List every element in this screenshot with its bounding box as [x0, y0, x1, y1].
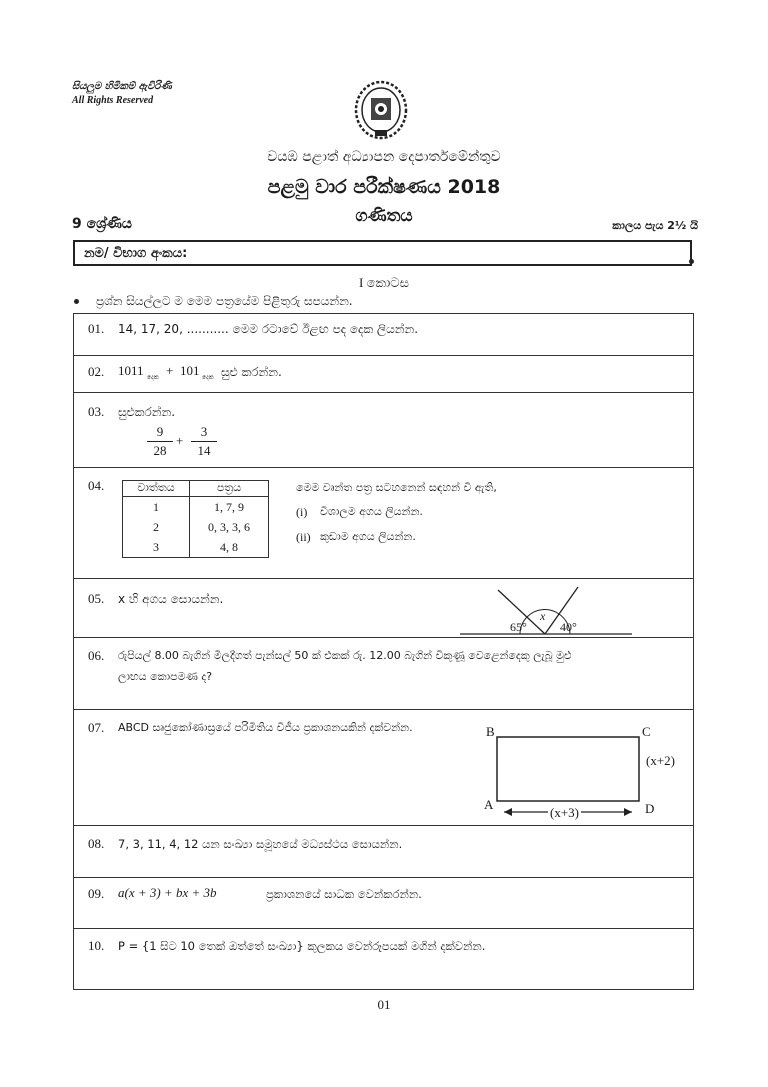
- question-text: ප්‍රකාශනයේ සාධක වෙන්කරන්න.: [266, 887, 422, 901]
- exam-title: පළමු වාර පරීක්ෂණය 2018: [267, 176, 501, 198]
- table-row: [123, 537, 269, 558]
- question-text-line1: රුපියල් 8.00 බැගින් මිලදීගත් පැන්සල් 50 ක් එකක් රු. 12.00 බැගින් විකුණූ වෙළෙන්දෙකු ලැබූ මුළු: [118, 649, 572, 662]
- question-number: 04.: [88, 478, 105, 493]
- plus-sign: +: [166, 363, 174, 378]
- separator: [73, 877, 694, 878]
- angle-65-label: 65°: [510, 620, 527, 634]
- separator: [73, 578, 694, 579]
- question-number: 01.: [88, 321, 105, 336]
- question-number: 05.: [88, 591, 105, 606]
- question-number: 09.: [88, 886, 105, 901]
- part-title: I කොටස: [359, 275, 409, 290]
- rights-sinhala: සියලුම හිමිකම් ඇවිරිණි: [72, 81, 172, 92]
- separator: [73, 928, 694, 929]
- numerator: 9: [156, 424, 164, 439]
- leaf-cell: 0, 3, 3, 6: [190, 517, 269, 537]
- separator: [73, 637, 694, 638]
- vertex-a: A: [484, 797, 494, 812]
- question-number: 03.: [88, 404, 105, 419]
- vertex-b: B: [486, 724, 495, 739]
- sub-question-ii: කුඩාම අගය ලියන්න.: [320, 530, 416, 543]
- vertex-c: C: [642, 724, 651, 739]
- number-b: 101: [180, 363, 200, 378]
- fraction-2: [191, 424, 217, 459]
- question-number: 02.: [88, 364, 105, 379]
- name-label: නම/ විභාග අංකය:: [84, 246, 188, 261]
- side-bc-label: (x+2): [646, 753, 675, 768]
- page-number: 01: [377, 997, 391, 1012]
- sub-label-i: (i): [296, 505, 308, 519]
- angle-diagram: [460, 584, 632, 636]
- numerator: 3: [200, 424, 208, 439]
- fraction-1: [147, 424, 173, 459]
- separator: [73, 355, 694, 356]
- question-text: 14, 17, 20, ........... මෙම රටාවේ ඊළඟ පද දෙක ලියන්න.: [118, 322, 419, 336]
- stem-header: වාත්තය: [123, 481, 190, 497]
- instruction-text: ප්‍රශ්න සියල්ලට ම මෙම පත්‍රයේම පිළිතුරු සපයන්න.: [96, 294, 353, 308]
- name-field[interactable]: [73, 240, 692, 266]
- side-ad-label: (x+3): [550, 805, 579, 820]
- bullet-dot: [74, 299, 79, 304]
- rights-notice: [72, 80, 172, 108]
- table-row: [123, 497, 269, 518]
- time-label: කාලය පැය 2½ යි: [612, 219, 698, 232]
- plus-sign: +: [176, 433, 184, 448]
- question-text: P = {1 සිට 10 තෙක් ඔත්තේ සංඛ්‍යා} කුලකය වෙන්රූපයක් මගින් දක්වන්න.: [118, 939, 486, 953]
- separator: [73, 467, 694, 468]
- sub-label-ii: (ii): [296, 530, 311, 544]
- vertex-d: D: [645, 801, 655, 816]
- question-text: x හි අගය සොයන්න.: [118, 592, 224, 606]
- angle-40-label: 40°: [560, 620, 577, 634]
- grade-label: 9 ශ්‍රේණිය: [72, 216, 132, 232]
- angle-x-label: x: [540, 609, 546, 623]
- question-number: 08.: [88, 836, 105, 851]
- emblem-icon: [353, 80, 409, 142]
- stem-leaf-table: [122, 480, 269, 558]
- expression: a(x + 3) + bx + 3b: [118, 885, 217, 900]
- question-number: 06.: [88, 648, 105, 663]
- question-text: ABCD සෘජුකෝණාස්‍රයේ පරිමිතිය වීජීය ප්‍රකාශනයකින් දක්වන්න.: [118, 721, 413, 734]
- denominator: 28: [153, 443, 167, 458]
- denominator: 14: [197, 443, 211, 458]
- number-a: 1011: [118, 363, 144, 378]
- table-row: [123, 517, 269, 537]
- stem-cell: 2: [123, 517, 190, 537]
- leaf-header: පත්‍රය: [190, 481, 269, 497]
- base-subscript: දෙක: [202, 374, 214, 381]
- bullet-dot: [689, 259, 694, 264]
- question-text: සුළුකරන්න.: [118, 405, 176, 419]
- stem-cell: 3: [123, 537, 190, 558]
- leaf-cell: 1, 7, 9: [190, 497, 269, 518]
- question-text: සුළු කරන්න.: [221, 365, 282, 379]
- question-text: මෙම වෘන්ත පත්‍ර සටහනෙන් සඳහන් වී ඇති,: [296, 481, 497, 494]
- question-number: 07.: [88, 720, 105, 735]
- question-text-line2: ලාභය කොපමණ ද?: [118, 670, 213, 683]
- stem-cell: 1: [123, 497, 190, 518]
- department-name: වයඹ පළාත් අධ්‍යාපන දෙපාර්තමේන්තුව: [267, 149, 501, 165]
- separator: [73, 825, 694, 826]
- leaf-cell: 4, 8: [190, 537, 269, 558]
- question-number: 10.: [88, 938, 105, 953]
- base-subscript: දෙක: [147, 374, 159, 381]
- subject-title: ගණිතය: [355, 206, 413, 226]
- separator: [73, 709, 694, 710]
- rights-english: All Rights Reserved: [72, 95, 154, 106]
- sub-question-i: විශාලම අගය ලියන්න.: [320, 505, 423, 518]
- question-text: 7, 3, 11, 4, 12 යන සංඛ්‍යා සමූහයේ මධ්‍යස්ථය සොයන්න.: [118, 837, 403, 851]
- separator: [73, 392, 694, 393]
